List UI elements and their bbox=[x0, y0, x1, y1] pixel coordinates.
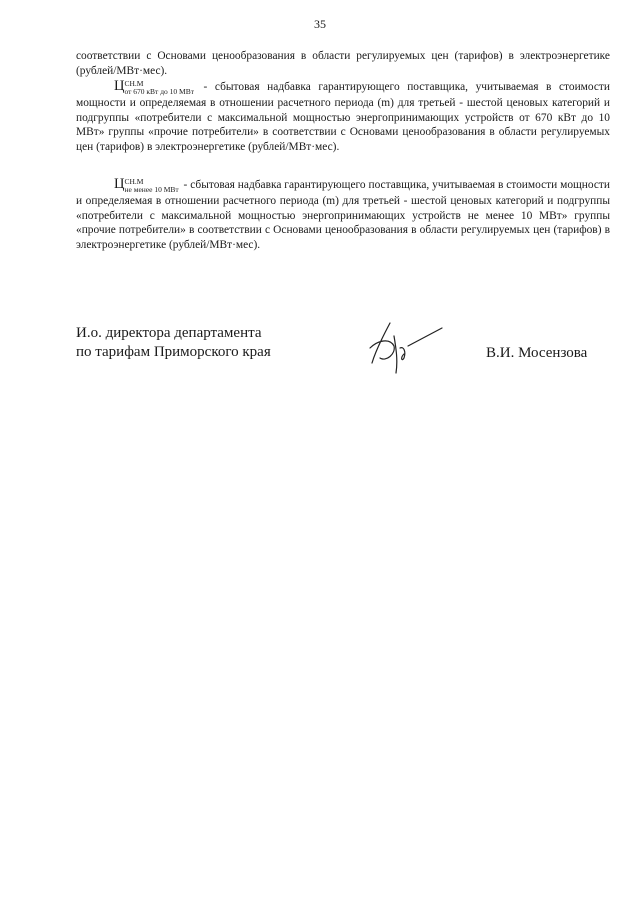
definition-text: - сбытовая надбавка гарантирующего поставщика, учитываемая в стоимости мощности и определяемая в отношении расчетного периода (m) для третьей - шестой ценовых категорий и подгруппы «потребители с максимальной мощностью энергопринимающих устройств не менее 10 МВт» группы «прочие потребители» в соответствии с Основами ценообразования в области регулируемых цен (тарифов) в электроэнергетике (рублей/МВт·мес). bbox=[76, 179, 610, 251]
handwritten-signature bbox=[360, 318, 450, 378]
formula-symbol: Ц bbox=[114, 176, 125, 192]
formula-superscript: СН.М bbox=[124, 177, 144, 186]
paragraph-definition-10mw bbox=[76, 177, 610, 252]
formula-subscript: не менее 10 МВт bbox=[124, 185, 179, 194]
paragraph-continuation: соответствии с Основами ценообразования в области регулируемых цен (тарифов) в электроэнергетике (рублей/МВт·мес). bbox=[76, 50, 610, 77]
definition-text: - сбытовая надбавка гарантирующего поставщика, учитываемая в стоимости мощности и определяемая в отношении расчетного периода (m) для третьей - шестой ценовых категорий и подгруппы «потребители с максимальной мощностью энергопринимающих устройств от 670 кВт до 10 МВт» группы «прочие потребители» в соответствии с Основами ценообразования в области регулируемых цен (тарифов) в электроэнергетике (рублей/МВт·мес). bbox=[76, 81, 610, 153]
formula-superscript: СН.М bbox=[124, 79, 144, 88]
signatory-name: В.И. Мосензова bbox=[486, 345, 588, 361]
formula-indices bbox=[124, 80, 194, 96]
paragraph-definition-670kw bbox=[76, 79, 610, 154]
page-number: 35 bbox=[314, 17, 326, 31]
formula-subscript: от 670 кВт до 10 МВт bbox=[124, 87, 194, 96]
signatory-position-line1: И.о. директора департамента bbox=[76, 325, 262, 341]
signatory-position bbox=[76, 324, 271, 362]
formula-indices bbox=[124, 178, 178, 194]
formula-symbol: Ц bbox=[114, 78, 125, 94]
signatory-position-line2: по тарифам Приморского края bbox=[76, 344, 271, 360]
